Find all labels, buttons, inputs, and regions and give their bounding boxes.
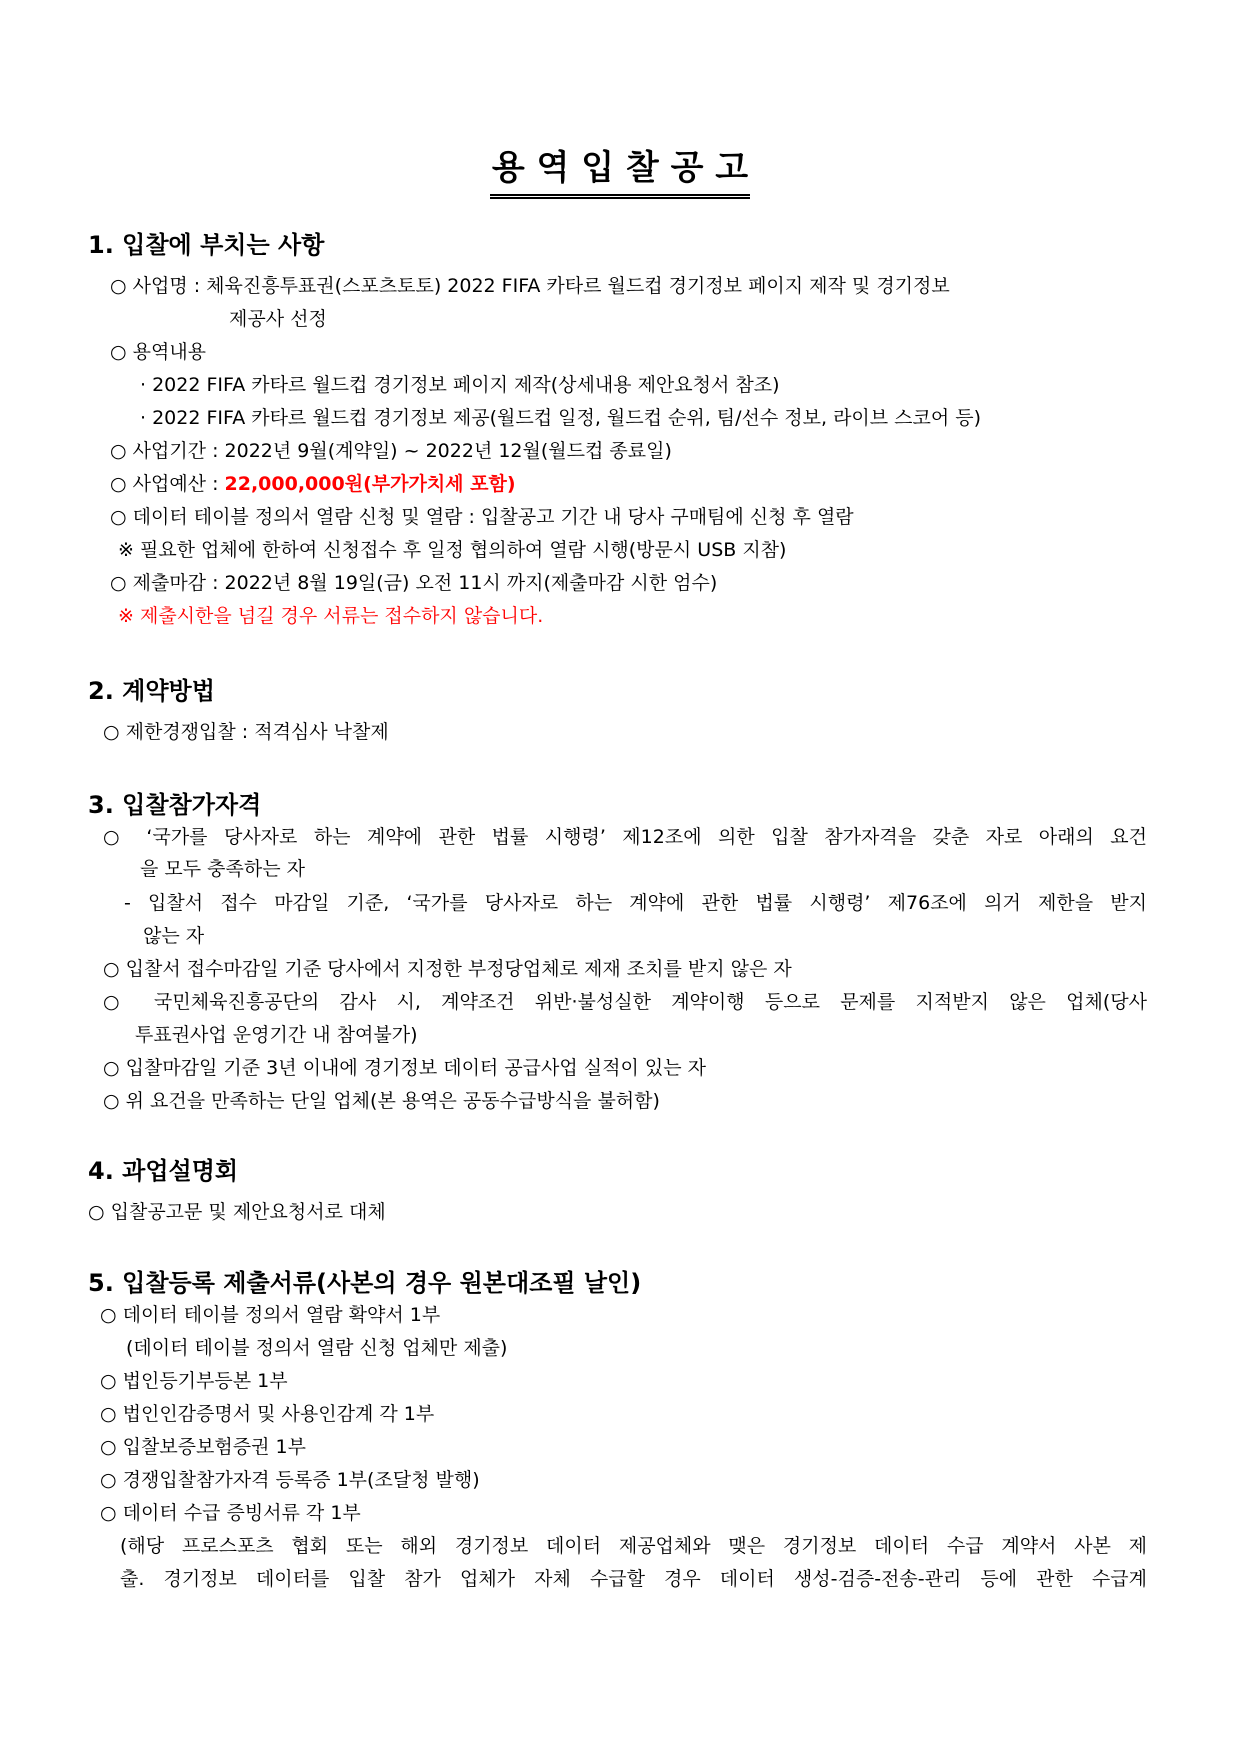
s5-line-doc-5: ○ 경쟁입찰참가자격 등록증 1부(조달청 발행) xyxy=(100,1469,480,1491)
s5-line-doc-1: ○ 데이터 테이블 정의서 열람 확약서 1부 xyxy=(100,1304,441,1326)
section-3-heading: 3. 입찰참가자격 xyxy=(88,791,262,819)
document-title xyxy=(0,140,1240,199)
section-2-heading: 2. 계약방법 xyxy=(88,677,215,705)
s5-line-doc-2: ○ 법인등기부등본 1부 xyxy=(100,1370,288,1392)
title-text: 용 역 입 찰 공 고 xyxy=(490,140,750,199)
s1-line-business-name: ○ 사업명 : 체육진흥투표권(스포츠토토) 2022 FIFA 카타르 월드컵 경기정보 페이지 제작 및 경기정보 xyxy=(110,275,950,297)
s3-line-qualification-4-cont: 투표권사업 운영기간 내 참여불가) xyxy=(135,1024,418,1046)
section-4-heading: 4. 과업설명회 xyxy=(88,1157,239,1185)
s1-line-service-item-1: · 2022 FIFA 카타르 월드컵 경기정보 페이지 제작(상세내용 제안요청서 참조) xyxy=(140,374,780,396)
s5-line-doc-6-detail-2: 출. 경기정보 데이터를 입찰 참가 업체가 자체 수급할 경우 데이터 생성-검증-전송-관리 등에 관한 수급계 xyxy=(120,1568,1147,1590)
s3-line-qualification-2: - 입찰서 접수 마감일 기준, ‘국가를 당사자로 하는 계약에 관한 법률 시행령’ 제76조에 의거 제한을 받지 xyxy=(124,892,1147,914)
s1-line-service-item-2: · 2022 FIFA 카타르 월드컵 경기정보 제공(월드컵 일정, 월드컵 순위, 팀/선수 정보, 라이브 스코어 등) xyxy=(140,407,982,429)
s1-line-deadline: ○ 제출마감 : 2022년 8월 19일(금) 오전 11시 까지(제출마감 시한 엄수) xyxy=(110,572,718,594)
s1-line-note-usb: ※ 필요한 업체에 한하여 신청접수 후 일정 협의하여 열람 시행(방문시 USB 지참) xyxy=(118,539,787,561)
section-1-heading: 1. 입찰에 부치는 사항 xyxy=(88,231,325,259)
s3-line-qualification-5: ○ 입찰마감일 기준 3년 이내에 경기정보 데이터 공급사업 실적이 있는 자 xyxy=(103,1057,706,1079)
s2-line-method: ○ 제한경쟁입찰 : 적격심사 낙찰제 xyxy=(103,721,389,743)
s4-line-briefing: ○ 입찰공고문 및 제안요청서로 대체 xyxy=(88,1201,386,1223)
budget-value: 22,000,000원(부가가치세 포함) xyxy=(224,473,516,495)
section-5-heading: 5. 입찰등록 제출서류(사본의 경우 원본대조필 날인) xyxy=(88,1269,642,1297)
s3-line-qualification-4: ○ 국민체육진흥공단의 감사 시, 계약조건 위반·불성실한 계약이행 등으로 문제를 지적받지 않은 업체(당사 xyxy=(103,991,1147,1013)
s5-line-doc-6-detail-1: (해당 프로스포츠 협회 또는 해외 경기정보 데이터 제공업체와 맺은 경기정보 데이터 수급 계약서 사본 제 xyxy=(120,1535,1147,1557)
s3-line-qualification-3: ○ 입찰서 접수마감일 기준 당사에서 지정한 부정당업체로 제재 조치를 받지 않은 자 xyxy=(103,958,792,980)
s3-line-qualification-1: ○ ‘국가를 당사자로 하는 계약에 관한 법률 시행령’ 제12조에 의한 입찰 참가자격을 갖춘 자로 아래의 요건 xyxy=(103,826,1147,848)
budget-label: ○ 사업예산 : xyxy=(110,473,225,495)
s1-line-period: ○ 사업기간 : 2022년 9월(계약일) ~ 2022년 12월(월드컵 종료일) xyxy=(110,440,672,462)
s5-line-doc-4: ○ 입찰보증보험증권 1부 xyxy=(100,1436,306,1458)
s5-line-doc-1-note: (데이터 테이블 정의서 열람 신청 업체만 제출) xyxy=(126,1337,508,1359)
s5-line-doc-6: ○ 데이터 수급 증빙서류 각 1부 xyxy=(100,1502,361,1524)
s1-line-business-name-cont: 제공사 선정 xyxy=(229,308,327,330)
s3-line-qualification-2-cont: 않는 자 xyxy=(143,925,205,947)
s3-line-qualification-1-cont: 을 모두 충족하는 자 xyxy=(140,858,305,880)
s1-line-data-table: ○ 데이터 테이블 정의서 열람 신청 및 열람 : 입찰공고 기간 내 당사 구매팀에 신청 후 열람 xyxy=(110,506,854,528)
s1-line-service-content: ○ 용역내용 xyxy=(110,341,207,363)
s1-line-deadline-warning: ※ 제출시한을 넘길 경우 서류는 접수하지 않습니다. xyxy=(118,605,544,627)
s1-line-budget xyxy=(110,472,516,496)
s5-line-doc-3: ○ 법인인감증명서 및 사용인감계 각 1부 xyxy=(100,1403,435,1425)
s3-line-qualification-6: ○ 위 요건을 만족하는 단일 업체(본 용역은 공동수급방식을 불허함) xyxy=(103,1090,660,1112)
